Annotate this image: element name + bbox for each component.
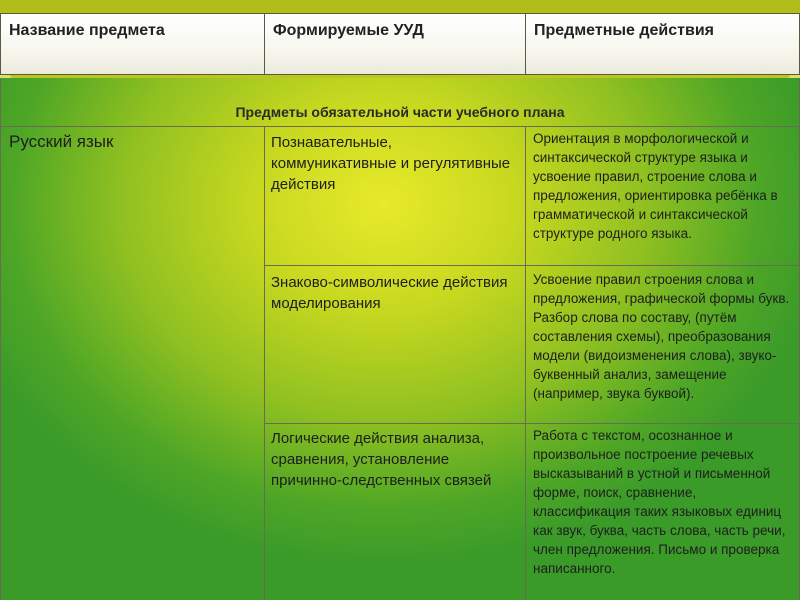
header-subject-name: Название предмета [0, 13, 265, 75]
grid-line [264, 423, 800, 424]
uud-cell-2: Знаково-символические действия моделирования [271, 274, 508, 312]
uud-cell-3: Логические действия анализа, сравнения, установление причинно-следственных связей [271, 430, 492, 489]
grid-line [264, 126, 265, 600]
section-title: Предметы обязательной части учебного плана [235, 104, 565, 120]
header-subject-actions: Предметные действия [525, 13, 800, 75]
actions-cell-2: Усвоение правил строения слова и предложения, графической формы букв. Разбор слова по составу, (путём составления схемы), преобразования модели (видоизменения слова), звуко-буквенный анализ, замещение (например, звука буквой). [533, 272, 790, 401]
subject-name: Русский язык [9, 132, 114, 151]
grid-line [0, 126, 800, 127]
grid-line [525, 126, 526, 600]
grid-line [264, 265, 800, 266]
actions-cell-1: Ориентация в морфологической и синтаксической структуре языка и усвоение правил, строение слова и предложения, ориентировка ребёнка в грамматической и синтаксической структуре родного языка. [533, 131, 778, 241]
header-uud: Формируемые УУД [264, 13, 526, 75]
actions-cell-3: Работа с текстом, осознанное и произвольное построение речевых высказываний в устной и письменной форме, поиск, сравнение, классификация таких языковых единиц как звук, буква, часть слова, часть речи, член предложения. Письмо и проверка написанного. [533, 428, 786, 576]
grid-line [0, 126, 1, 600]
uud-cell-1: Познавательные, коммуникативные и регулятивные действия [271, 134, 511, 193]
